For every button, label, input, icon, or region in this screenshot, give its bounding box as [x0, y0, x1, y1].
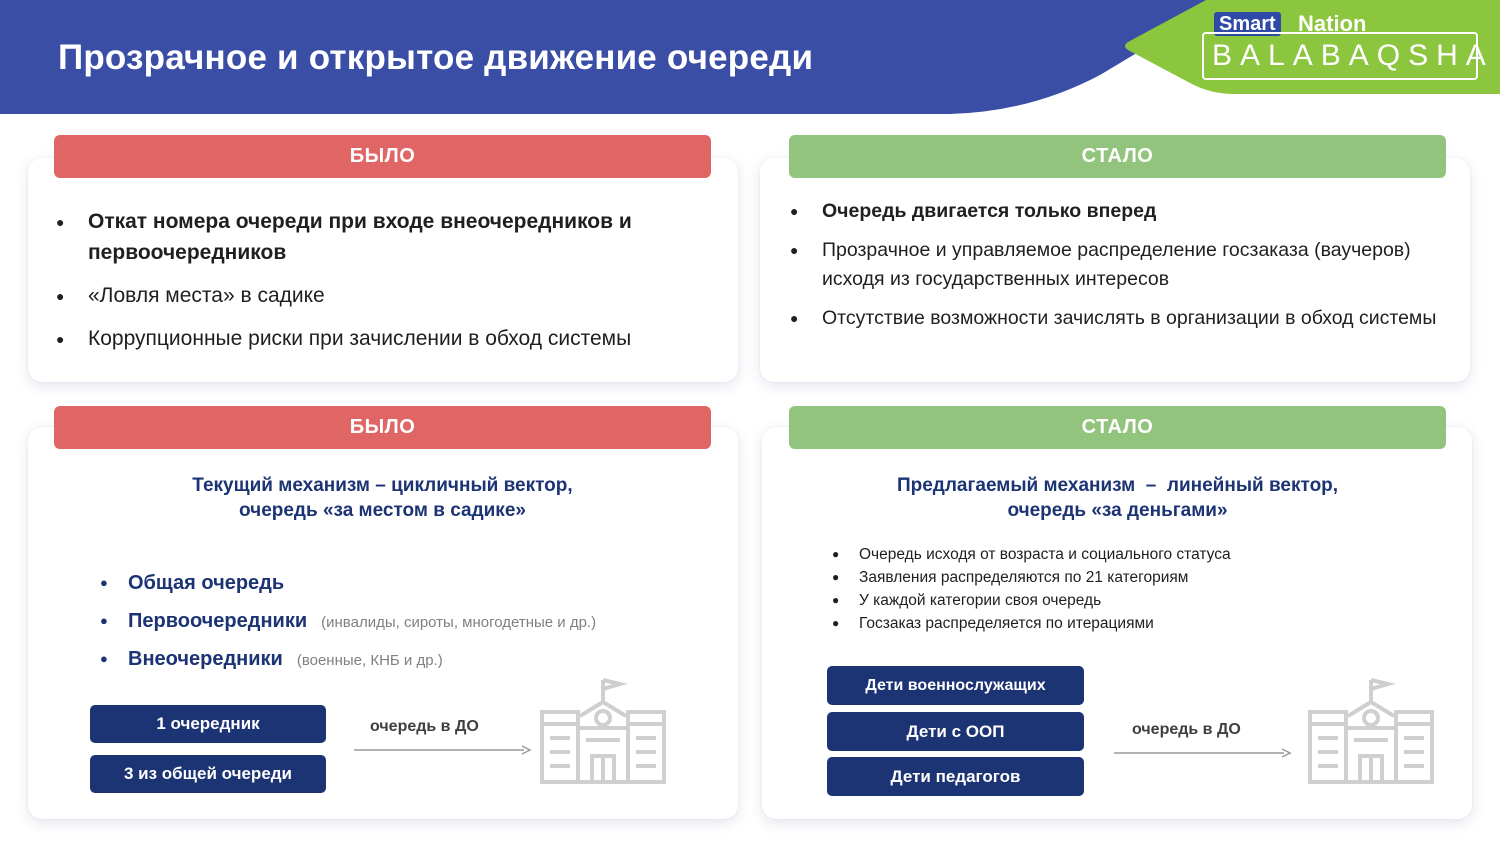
category-note: (военные, КНБ и др.) [296, 652, 443, 669]
before-top-list [56, 206, 716, 366]
list-item: ● «Ловля места» в садике [56, 280, 716, 311]
page-title: Прозрачное и открытое движение очереди [58, 38, 814, 77]
label-before-bottom: БЫЛО [54, 406, 711, 449]
proposed-rules-list [832, 543, 1432, 635]
list-item: ● Госзаказ распределяется по итерациями [832, 612, 1432, 635]
logo-product-name: BALABAQSHA [1212, 39, 1494, 72]
list-item: ● Очередь двигается только вперед [790, 197, 1450, 226]
kindergarten-building-icon [1308, 676, 1434, 786]
logo-nation: Nation [1298, 11, 1367, 36]
current-mechanism-title [54, 473, 711, 523]
pill-military-children: Дети военнослужащих [827, 666, 1084, 705]
mechanism-title-line: Текущий механизм – цикличный вектор, [192, 475, 573, 496]
arrow-right-icon [1114, 747, 1294, 759]
list-item: ● Отсутствие возможности зачислять в организации в обход системы [790, 304, 1450, 333]
mechanism-title-line: очередь «за местом в садике» [239, 500, 526, 521]
list-item: ● Откат номера очереди при входе внеочередников и первоочередников [56, 206, 716, 268]
logo-smart: Smart [1214, 12, 1281, 36]
pill-one-priority: 1 очередник [90, 705, 326, 743]
list-item: ● Заявления распределяются по 21 категориям [832, 566, 1432, 589]
category-name: Общая очередь [128, 572, 285, 594]
kindergarten-building-icon [540, 676, 666, 786]
list-item: ● Коррупционные риски при зачислении в обход системы [56, 323, 716, 354]
label-before-top: БЫЛО [54, 135, 711, 178]
category-name: Первоочередники [128, 610, 308, 632]
list-item: ● У каждой категории своя очередь [832, 589, 1432, 612]
category-note: (инвалиды, сироты, многодетные и др.) [321, 614, 597, 631]
label-after-top: СТАЛО [789, 135, 1446, 178]
proposed-mechanism-title [789, 473, 1446, 523]
mechanism-title-line: очередь «за деньгами» [1007, 500, 1228, 521]
list-item [100, 608, 700, 634]
list-item [100, 646, 700, 672]
pill-special-needs-children: Дети с ООП [827, 712, 1084, 751]
pill-three-general: 3 из общей очереди [90, 755, 326, 793]
category-name: Внеочередники [128, 648, 283, 670]
list-item: ● Очередь исходя от возраста и социального статуса [832, 543, 1432, 566]
pill-teachers-children: Дети педагогов [827, 757, 1084, 796]
queue-label: очередь в ДО [1132, 721, 1241, 738]
arrow-right-icon [354, 744, 534, 756]
label-after-bottom: СТАЛО [789, 406, 1446, 449]
after-top-list [790, 197, 1450, 343]
queue-label: очередь в ДО [370, 718, 479, 735]
queue-categories-list [100, 570, 700, 684]
mechanism-title-line: Предлагаемый механизм – линейный вектор, [896, 475, 1339, 496]
list-item [100, 570, 700, 596]
list-item: ● Прозрачное и управляемое распределение госзаказа (ваучеров) исходя из государственных интересов [790, 236, 1450, 294]
